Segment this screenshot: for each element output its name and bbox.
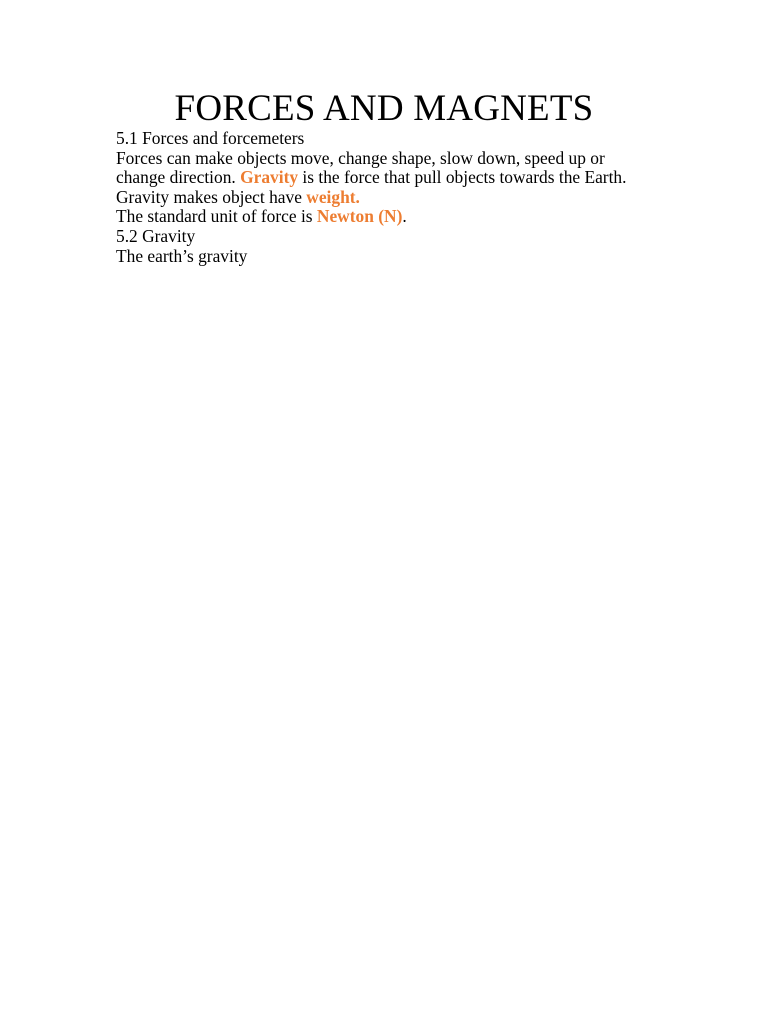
paragraph-line: Forces can make objects move, change shape, slow down, speed up or xyxy=(116,147,605,168)
text-run: The standard unit of force is xyxy=(116,206,317,227)
paragraph-line: The earth’s gravity xyxy=(116,245,248,266)
paragraph-line-unit xyxy=(116,207,676,227)
text-run: change direction. xyxy=(116,167,241,188)
paragraph-line-gravity xyxy=(116,168,676,188)
paragraph-line-weight xyxy=(116,188,676,208)
highlight-newton: Newton (N) xyxy=(316,206,403,227)
text-run: . xyxy=(402,206,407,227)
text-run: Gravity makes object have xyxy=(116,186,307,207)
document-body xyxy=(116,129,676,266)
section-heading-forces: 5.1 Forces and forcemeters xyxy=(116,128,305,148)
highlight-weight: weight. xyxy=(306,186,360,207)
highlight-gravity: Gravity xyxy=(240,167,299,188)
page-title: FORCES AND MAGNETS xyxy=(174,88,594,129)
section-heading-gravity: 5.2 Gravity xyxy=(116,225,196,246)
text-run: is the force that pull objects towards the Earth. xyxy=(298,167,627,188)
